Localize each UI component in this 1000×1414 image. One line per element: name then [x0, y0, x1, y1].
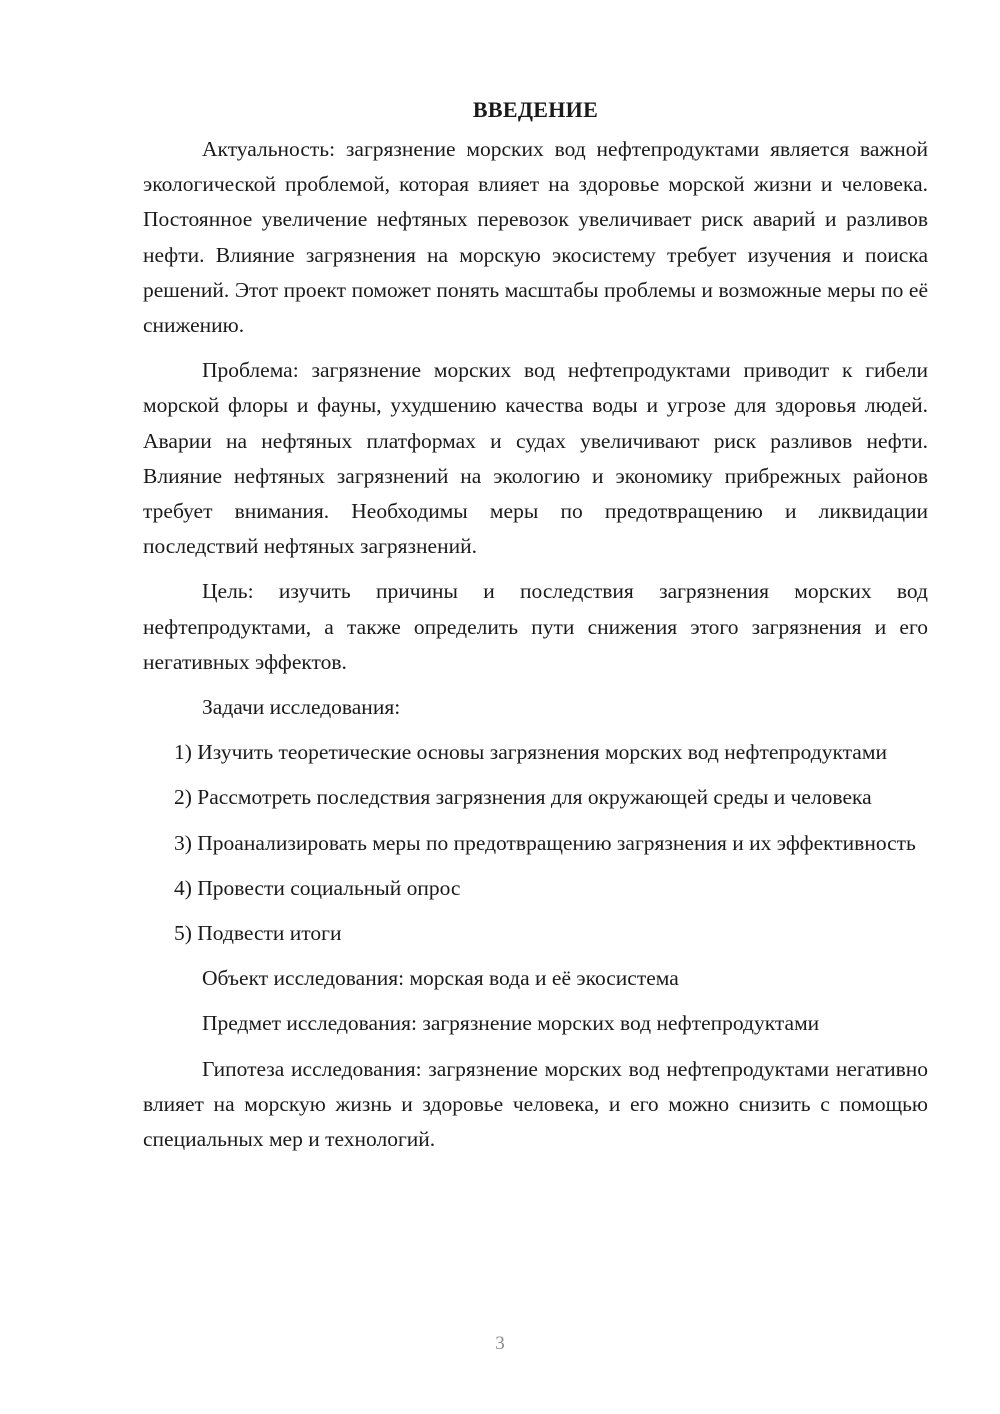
paragraph-goal: Цель: изучить причины и последствия загрязнения морских вод нефтепродуктами, а также определить пути снижения этого загрязнения и его негативных эффектов. — [143, 579, 928, 674]
task-item-5: 5) Подвести итоги — [174, 921, 342, 946]
paragraph-object: Объект исследования: морская вода и её экосистема — [202, 966, 679, 991]
paragraph-problem: Проблема: загрязнение морских вод нефтепродуктами приводит к гибели морской флоры и фауны, ухудшению качества воды и угрозе для здоровья людей. Аварии на нефтяных платформах и судах увеличивают риск разливов нефти. Влияние нефтяных загрязнений на экологию и экономику прибрежных районов требует внимания. Необходимы меры по предотвращению и ликвидации последствий нефтяных загрязнений. — [143, 358, 928, 559]
paragraph-relevance: Актуальность: загрязнение морских вод нефтепродуктами является важной экологической проблемой, которая влияет на здоровье морской жизни и человека. Постоянное увеличение нефтяных перевозок увеличивает риск аварий и разливов нефти. Влияние загрязнения на морскую экосистему требует изучения и поиска решений. Этот проект поможет понять масштабы проблемы и возможные меры по её снижению. — [143, 137, 928, 338]
task-item-1: 1) Изучить теоретические основы загрязнения морских вод нефтепродуктами — [174, 740, 887, 765]
paragraph-hypothesis: Гипотеза исследования: загрязнение морских вод нефтепродуктами негативно влияет на морскую жизнь и здоровье человека, и его можно снизить с помощью специальных мер и технологий. — [143, 1056, 928, 1152]
paragraph-subject: Предмет исследования: загрязнение морских вод нефтепродуктами — [202, 1011, 820, 1036]
paragraph-tasks-heading: Задачи исследования: — [202, 695, 401, 720]
task-item-4: 4) Провести социальный опрос — [174, 875, 461, 900]
page-number: 3 — [495, 1333, 505, 1354]
task-item-3: 3) Проанализировать меры по предотвращению загрязнения и их эффективность — [174, 830, 916, 855]
section-title: ВВЕДЕНИЕ — [472, 97, 599, 122]
document-page — [143, 92, 928, 1157]
task-item-2: 2) Рассмотреть последствия загрязнения для окружающей среды и человека — [174, 785, 872, 810]
